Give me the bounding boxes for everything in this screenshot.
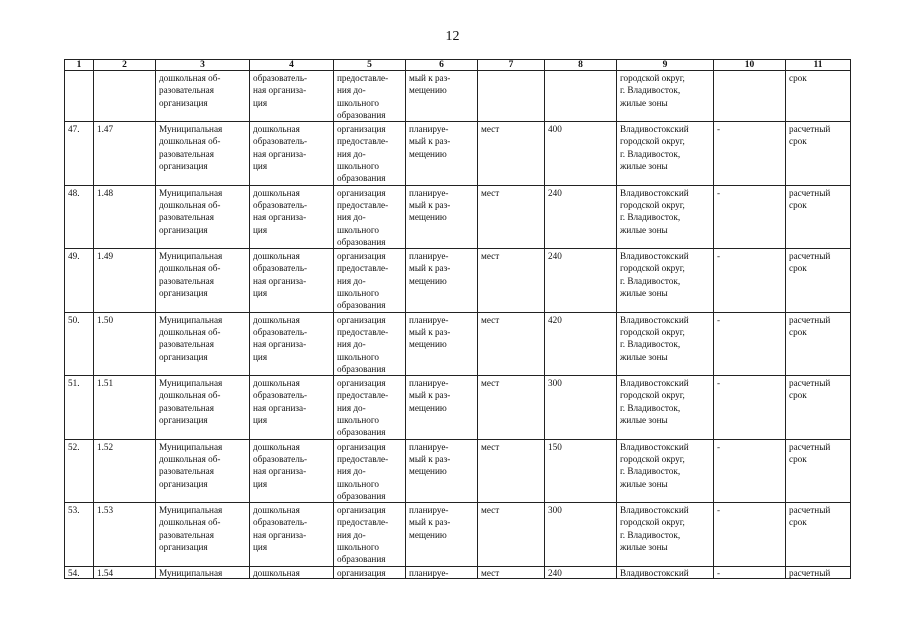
table-cell-col8: 240	[545, 185, 617, 248]
table-cell-col5: организация предоставле- ния до- школьного образования	[334, 185, 406, 248]
table-cell-col3: Муниципальная дошкольная об- разовательная организация	[156, 376, 250, 439]
column-header-7: 7	[478, 60, 545, 71]
table-cell-col1: 52.	[65, 439, 94, 502]
table-cell-col11: расчетный	[786, 566, 851, 578]
table-cell-col1: 47.	[65, 122, 94, 185]
table-cell-col8: 240	[545, 566, 617, 578]
table-cell-col2: 1.50	[94, 312, 156, 375]
table-cell-col9: Владивостокский городской округ, г. Владивосток, жилые зоны	[617, 249, 714, 312]
table-cell-col8: 300	[545, 376, 617, 439]
table-cell-col5: организация предоставле- ния до- школьного образования	[334, 503, 406, 566]
table-cell-col3: Муниципальная	[156, 566, 250, 578]
table-cell-col2: 1.47	[94, 122, 156, 185]
table-row	[65, 71, 851, 122]
column-header-8: 8	[545, 60, 617, 71]
table-cell-col4: дошкольная образователь- ная организа- ция	[250, 312, 334, 375]
table-cell-col5: организация предоставле- ния до- школьного образования	[334, 249, 406, 312]
table-cell-col8: 420	[545, 312, 617, 375]
column-header-2: 2	[94, 60, 156, 71]
table-cell-col10: -	[714, 185, 786, 248]
table-cell-col10: -	[714, 439, 786, 502]
table-cell-col2: 1.48	[94, 185, 156, 248]
table-cell-col8: 300	[545, 503, 617, 566]
table-cell-col6: планируе- мый к раз- мещению	[406, 249, 478, 312]
table-row	[65, 376, 851, 439]
table-cell-col9: Владивостокский	[617, 566, 714, 578]
header-row	[65, 60, 851, 71]
column-header-9: 9	[617, 60, 714, 71]
table-cell-col4: дошкольная образователь- ная организа- ция	[250, 185, 334, 248]
column-header-10: 10	[714, 60, 786, 71]
table-row	[65, 185, 851, 248]
table-cell-col11: расчетный срок	[786, 503, 851, 566]
table-cell-col7: мест	[478, 312, 545, 375]
table-cell-col9: Владивостокский городской округ, г. Владивосток, жилые зоны	[617, 122, 714, 185]
table-cell-col3: Муниципальная дошкольная об- разовательная организация	[156, 185, 250, 248]
table-row	[65, 122, 851, 185]
table-cell-col10: -	[714, 376, 786, 439]
table-cell-col5: предоставле- ния до- школьного образования	[334, 71, 406, 122]
table-cell-col7: мест	[478, 566, 545, 578]
table-cell-col4: дошкольная образователь- ная организа- ция	[250, 503, 334, 566]
column-header-6: 6	[406, 60, 478, 71]
table-cell-col1: 54.	[65, 566, 94, 578]
table-cell-col1: 49.	[65, 249, 94, 312]
table-cell-col1: 50.	[65, 312, 94, 375]
table-cell-col5: организация предоставле- ния до- школьного образования	[334, 122, 406, 185]
table-cell-col5: организация	[334, 566, 406, 578]
table-cell-col6: планируе-	[406, 566, 478, 578]
table-cell-col9: Владивостокский городской округ, г. Владивосток, жилые зоны	[617, 185, 714, 248]
table-cell-col8	[545, 71, 617, 122]
table-cell-col7: мест	[478, 122, 545, 185]
table-cell-col5: организация предоставле- ния до- школьного образования	[334, 312, 406, 375]
table-cell-col2: 1.54	[94, 566, 156, 578]
table-cell-col10: -	[714, 566, 786, 578]
table-cell-col11: расчетный срок	[786, 376, 851, 439]
page-number: 12	[445, 29, 460, 44]
table-cell-col6: планируе- мый к раз- мещению	[406, 376, 478, 439]
table-cell-col10	[714, 71, 786, 122]
table-cell-col3: Муниципальная дошкольная об- разовательная организация	[156, 249, 250, 312]
table-cell-col9: Владивостокский городской округ, г. Владивосток, жилые зоны	[617, 439, 714, 502]
table-cell-col7: мест	[478, 503, 545, 566]
table-cell-col2	[94, 71, 156, 122]
table-cell-col6: мый к раз- мещению	[406, 71, 478, 122]
table-cell-col2: 1.49	[94, 249, 156, 312]
table-cell-col9: Владивостокский городской округ, г. Владивосток, жилые зоны	[617, 312, 714, 375]
table-row	[65, 249, 851, 312]
column-header-1: 1	[65, 60, 94, 71]
table-cell-col10: -	[714, 312, 786, 375]
table-cell-col7: мест	[478, 439, 545, 502]
table-cell-col10: -	[714, 122, 786, 185]
planning-table	[64, 59, 851, 579]
table-cell-col4: образователь- ная организа- ция	[250, 71, 334, 122]
table-cell-col11: расчетный срок	[786, 312, 851, 375]
table-cell-col1: 51.	[65, 376, 94, 439]
table-cell-col4: дошкольная образователь- ная организа- ция	[250, 249, 334, 312]
table-cell-col5: организация предоставле- ния до- школьного образования	[334, 439, 406, 502]
column-header-11: 11	[786, 60, 851, 71]
column-header-3: 3	[156, 60, 250, 71]
table-cell-col4: дошкольная образователь- ная организа- ция	[250, 376, 334, 439]
table-cell-col4: дошкольная образователь- ная организа- ция	[250, 439, 334, 502]
table-cell-col6: планируе- мый к раз- мещению	[406, 122, 478, 185]
table-cell-col3: дошкольная об- разовательная организация	[156, 71, 250, 122]
table-cell-col3: Муниципальная дошкольная об- разовательная организация	[156, 312, 250, 375]
table-cell-col10: -	[714, 249, 786, 312]
table-cell-col9: Владивостокский городской округ, г. Владивосток, жилые зоны	[617, 376, 714, 439]
table-cell-col3: Муниципальная дошкольная об- разовательная организация	[156, 439, 250, 502]
table-row	[65, 312, 851, 375]
table-cell-col2: 1.53	[94, 503, 156, 566]
table-cell-col11: расчетный срок	[786, 439, 851, 502]
table-cell-col2: 1.52	[94, 439, 156, 502]
table-cell-col4: дошкольная	[250, 566, 334, 578]
table-cell-col2: 1.51	[94, 376, 156, 439]
column-header-4: 4	[250, 60, 334, 71]
table-cell-col1	[65, 71, 94, 122]
table-cell-col11: расчетный срок	[786, 249, 851, 312]
table-row	[65, 503, 851, 566]
table-cell-col7: мест	[478, 249, 545, 312]
table-cell-col8: 400	[545, 122, 617, 185]
table-cell-col3: Муниципальная дошкольная об- разовательная организация	[156, 503, 250, 566]
table-cell-col6: планируе- мый к раз- мещению	[406, 439, 478, 502]
table-cell-col6: планируе- мый к раз- мещению	[406, 312, 478, 375]
table-cell-col8: 240	[545, 249, 617, 312]
table-cell-col8: 150	[545, 439, 617, 502]
table-cell-col11: срок	[786, 71, 851, 122]
table-cell-col7: мест	[478, 376, 545, 439]
table-cell-col1: 48.	[65, 185, 94, 248]
table-cell-col5: организация предоставле- ния до- школьного образования	[334, 376, 406, 439]
table-cell-col7: мест	[478, 185, 545, 248]
table-cell-col11: расчетный срок	[786, 122, 851, 185]
table-cell-col11: расчетный срок	[786, 185, 851, 248]
table-cell-col6: планируе- мый к раз- мещению	[406, 503, 478, 566]
table-cell-col10: -	[714, 503, 786, 566]
table-cell-col9: Владивостокский городской округ, г. Владивосток, жилые зоны	[617, 503, 714, 566]
table-cell-col3: Муниципальная дошкольная об- разовательная организация	[156, 122, 250, 185]
table-cell-col7	[478, 71, 545, 122]
table-cell-col9: городской округ, г. Владивосток, жилые зоны	[617, 71, 714, 122]
table-cell-col1: 53.	[65, 503, 94, 566]
table-cell-col6: планируе- мый к раз- мещению	[406, 185, 478, 248]
table-row	[65, 566, 851, 578]
column-header-5: 5	[334, 60, 406, 71]
table-row	[65, 439, 851, 502]
table-cell-col4: дошкольная образователь- ная организа- ция	[250, 122, 334, 185]
